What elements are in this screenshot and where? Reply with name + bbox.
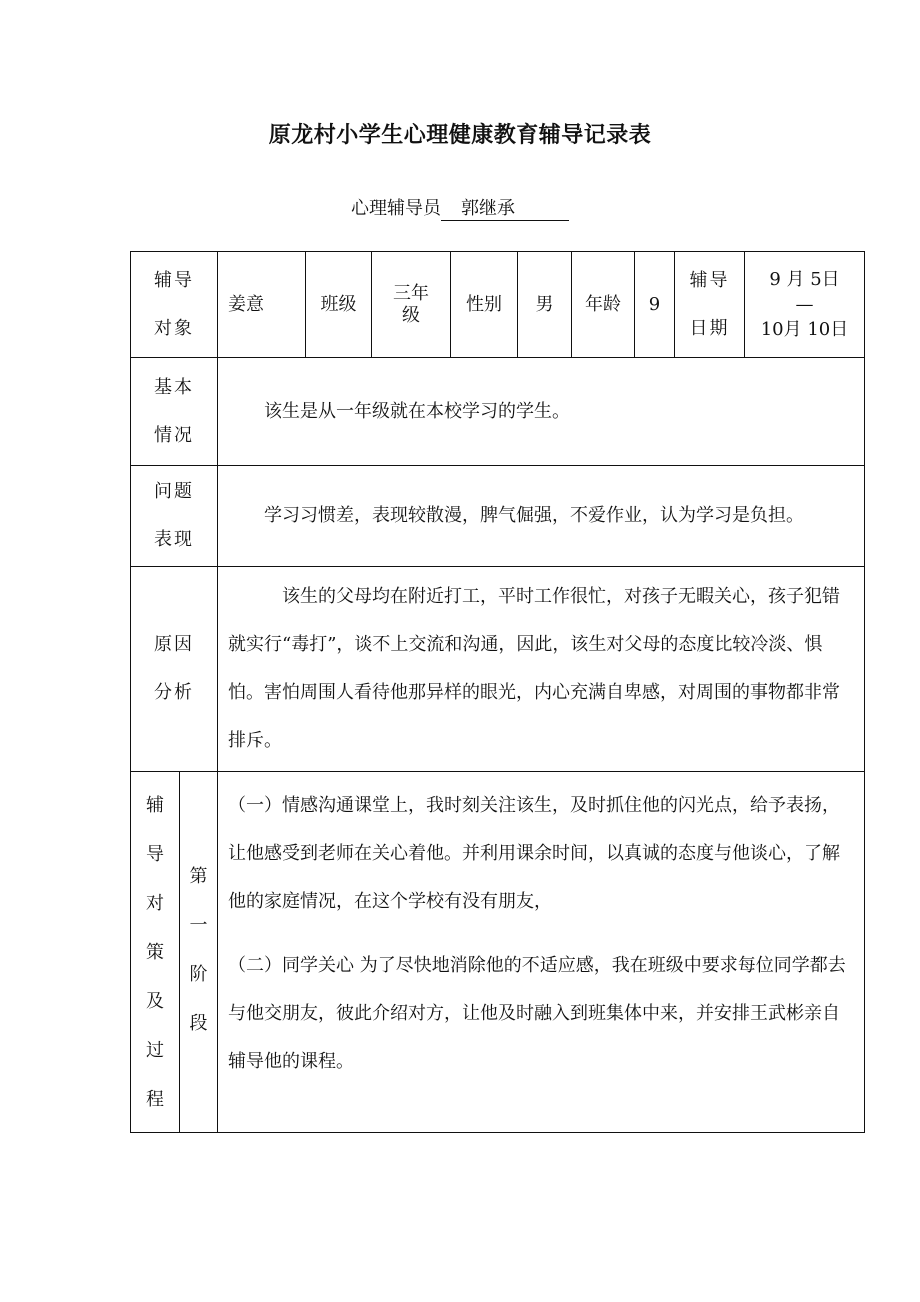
stage-label-char: 段 [189, 1013, 208, 1034]
basic-situation-text: 该生是从一年级就在本校学习的学生。 [218, 358, 865, 466]
target-label-line-2: 对象 [154, 317, 194, 339]
problem-behavior-label-cell [131, 466, 218, 567]
problem-behavior-row [131, 466, 865, 567]
counselor-line [0, 194, 920, 221]
gender-value: 男 [518, 252, 572, 358]
cause-analysis-label-line-1: 原因 [154, 634, 194, 655]
cause-analysis-label-line-2: 分析 [154, 682, 194, 703]
strategy-label-cell [131, 772, 180, 1133]
strategy-label-char: 过 [146, 1039, 164, 1061]
problem-behavior-label-line-2: 表现 [154, 529, 194, 550]
basic-situation-label-line-1: 基本 [154, 376, 194, 398]
strategy-label-char: 程 [146, 1088, 164, 1110]
strategy-label-char: 导 [146, 843, 164, 865]
target-label-cell [131, 252, 218, 358]
student-name: 姜意 [218, 252, 306, 358]
problem-behavior-text: 学习习惯差，表现较散漫，脾气倔强，不爱作业，认为学习是负担。 [218, 466, 865, 567]
document-title: 原龙村小学生心理健康教育辅导记录表 [268, 123, 652, 148]
stage-label-char: 第 [189, 866, 208, 887]
class-value-cell [372, 252, 451, 358]
cause-analysis-text: 该生的父母均在附近打工，平时工作很忙，对孩子无暇关心，孩子犯错就实行“毒打”，谈不上交流和沟通，因此，该生对父母的态度比较冷淡、惧怕。害怕周围人看待他那异样的眼光，内心充满自卑感，对周围的事物都非常排斥。 [218, 567, 865, 772]
class-value-line-1: 三年 [393, 282, 429, 304]
date-label-line-2: 日期 [689, 317, 730, 339]
date-label-cell [675, 252, 745, 358]
strategy-label-char: 对 [146, 892, 164, 914]
age-label: 年龄 [572, 252, 635, 358]
stage-label-cell [180, 772, 218, 1133]
age-value: 9 [635, 252, 675, 358]
class-value-line-2: 级 [402, 304, 420, 326]
strategy-row [131, 772, 865, 1133]
date-start: 9 月 5日 [769, 268, 840, 290]
cause-analysis-label-cell [131, 567, 218, 772]
strategy-label-char: 辅 [146, 794, 164, 816]
header-row [131, 252, 865, 358]
record-table [130, 251, 865, 1133]
basic-situation-label-line-2: 情况 [154, 424, 194, 446]
strategy-label-char: 策 [146, 941, 164, 963]
counselor-name: 郭继承 [441, 194, 569, 221]
date-value-cell [745, 252, 865, 358]
target-label-line-1: 辅导 [154, 269, 194, 291]
date-label-line-1: 辅导 [689, 269, 730, 291]
basic-situation-row [131, 358, 865, 466]
class-label: 班级 [306, 252, 372, 358]
paragraph-gap [228, 926, 854, 942]
strategy-paragraph-2: （二）同学关心 为了尽快地消除他的不适应感，我在班级中要求每位同学都去与他交朋友，彼此介绍对方，让他及时融入到班集体中来，并安排王武彬亲自辅导他的课程。 [228, 955, 846, 1072]
strategy-content-cell [218, 772, 865, 1133]
date-end: 10月 10日 [760, 319, 849, 341]
gender-label: 性别 [451, 252, 518, 358]
problem-behavior-label-line-1: 问题 [154, 481, 194, 502]
stage-label-char: 阶 [189, 964, 208, 985]
cause-analysis-row [131, 567, 865, 772]
counselor-label: 心理辅导员 [351, 198, 441, 219]
basic-situation-label-cell [131, 358, 218, 466]
date-separator: — [795, 293, 814, 315]
stage-label-char: 一 [189, 915, 208, 936]
strategy-paragraph-1: （一）情感沟通课堂上，我时刻关注该生，及时抓住他的闪光点，给予表扬，让他感受到老师在关心着他。并利用课余时间，以真诚的态度与他谈心，了解他的家庭情况，在这个学校有没有朋友， [228, 795, 840, 912]
strategy-label-char: 及 [146, 990, 164, 1012]
